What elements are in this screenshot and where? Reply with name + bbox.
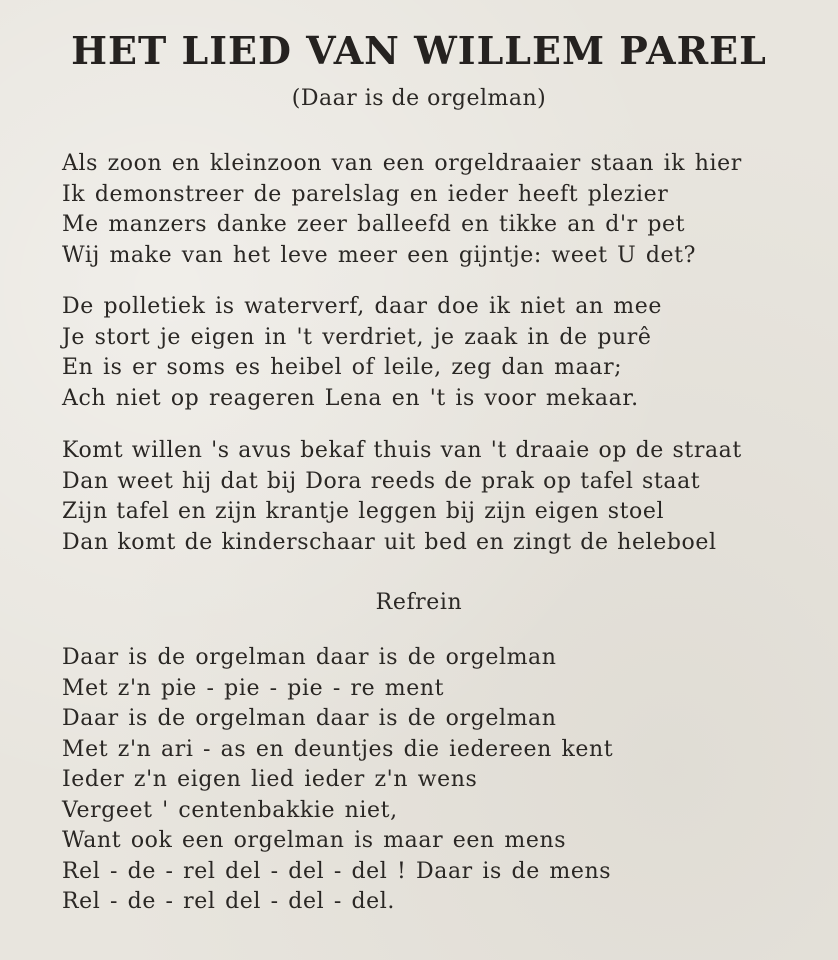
verse-line: Wij make van het leve meer een gijntje: weet U det? (62, 242, 697, 268)
refrain-line: Met z'n ari - as en deuntjes die iedereen kent (62, 736, 614, 762)
verse-line: Ach niet op reageren Lena en 't is voor mekaar. (62, 385, 639, 411)
verse-line: Dan weet hij dat bij Dora reeds de prak op tafel staat (62, 468, 701, 494)
verse-line: Me manzers danke zeer balleefd en tikke an d'r pet (62, 212, 686, 237)
verse-line: De polletiek is waterverf, daar doe ik niet an mee (62, 294, 663, 319)
verse-line: Ik demonstreer de parelslag en ieder heeft plezier (62, 181, 669, 207)
refrain-line: Daar is de orgelman daar is de orgelman (62, 645, 557, 670)
verse-line: Je stort je eigen in 't verdriet, je zaak in de purê (62, 324, 652, 350)
refrain (62, 643, 802, 918)
refrain-line: Rel - de - rel del - del - del ! Daar is de mens (62, 858, 612, 884)
verse-1 (62, 149, 802, 271)
verse-line: Als zoon en kleinzoon van een orgeldraaier staan ik hier (62, 151, 742, 176)
verse-line: Komt willen 's avus bekaf thuis van 't draaie op de straat (62, 438, 742, 463)
verse-line: Zijn tafel en zijn krantje leggen bij zijn eigen stoel (62, 499, 665, 524)
refrain-line: Ieder z'n eigen lied ieder z'n wens (62, 767, 478, 792)
song-subtitle: (Daar is de orgelman) (291, 86, 547, 111)
refrain-line: Vergeet ' centenbakkie niet, (62, 797, 398, 823)
verse-line: En is er soms es heibel of leile, zeg dan maar; (62, 355, 623, 380)
verse-line: Dan komt de kinderschaar uit bed en zingt de heleboel (62, 529, 717, 555)
refrain-line: Met z'n pie - pie - pie - re ment (62, 675, 445, 701)
refrain-line: Daar is de orgelman daar is de orgelman (62, 706, 557, 731)
verse-2 (62, 292, 802, 414)
refrain-line: Rel - de - rel del - del - del. (62, 889, 395, 914)
refrain-line: Want ook een orgelman is maar een mens (62, 828, 567, 853)
song-title: HET LIED VAN WILLEM PAREL (71, 28, 767, 73)
verse-3 (62, 436, 802, 558)
refrain-heading: Refrein (375, 590, 463, 615)
